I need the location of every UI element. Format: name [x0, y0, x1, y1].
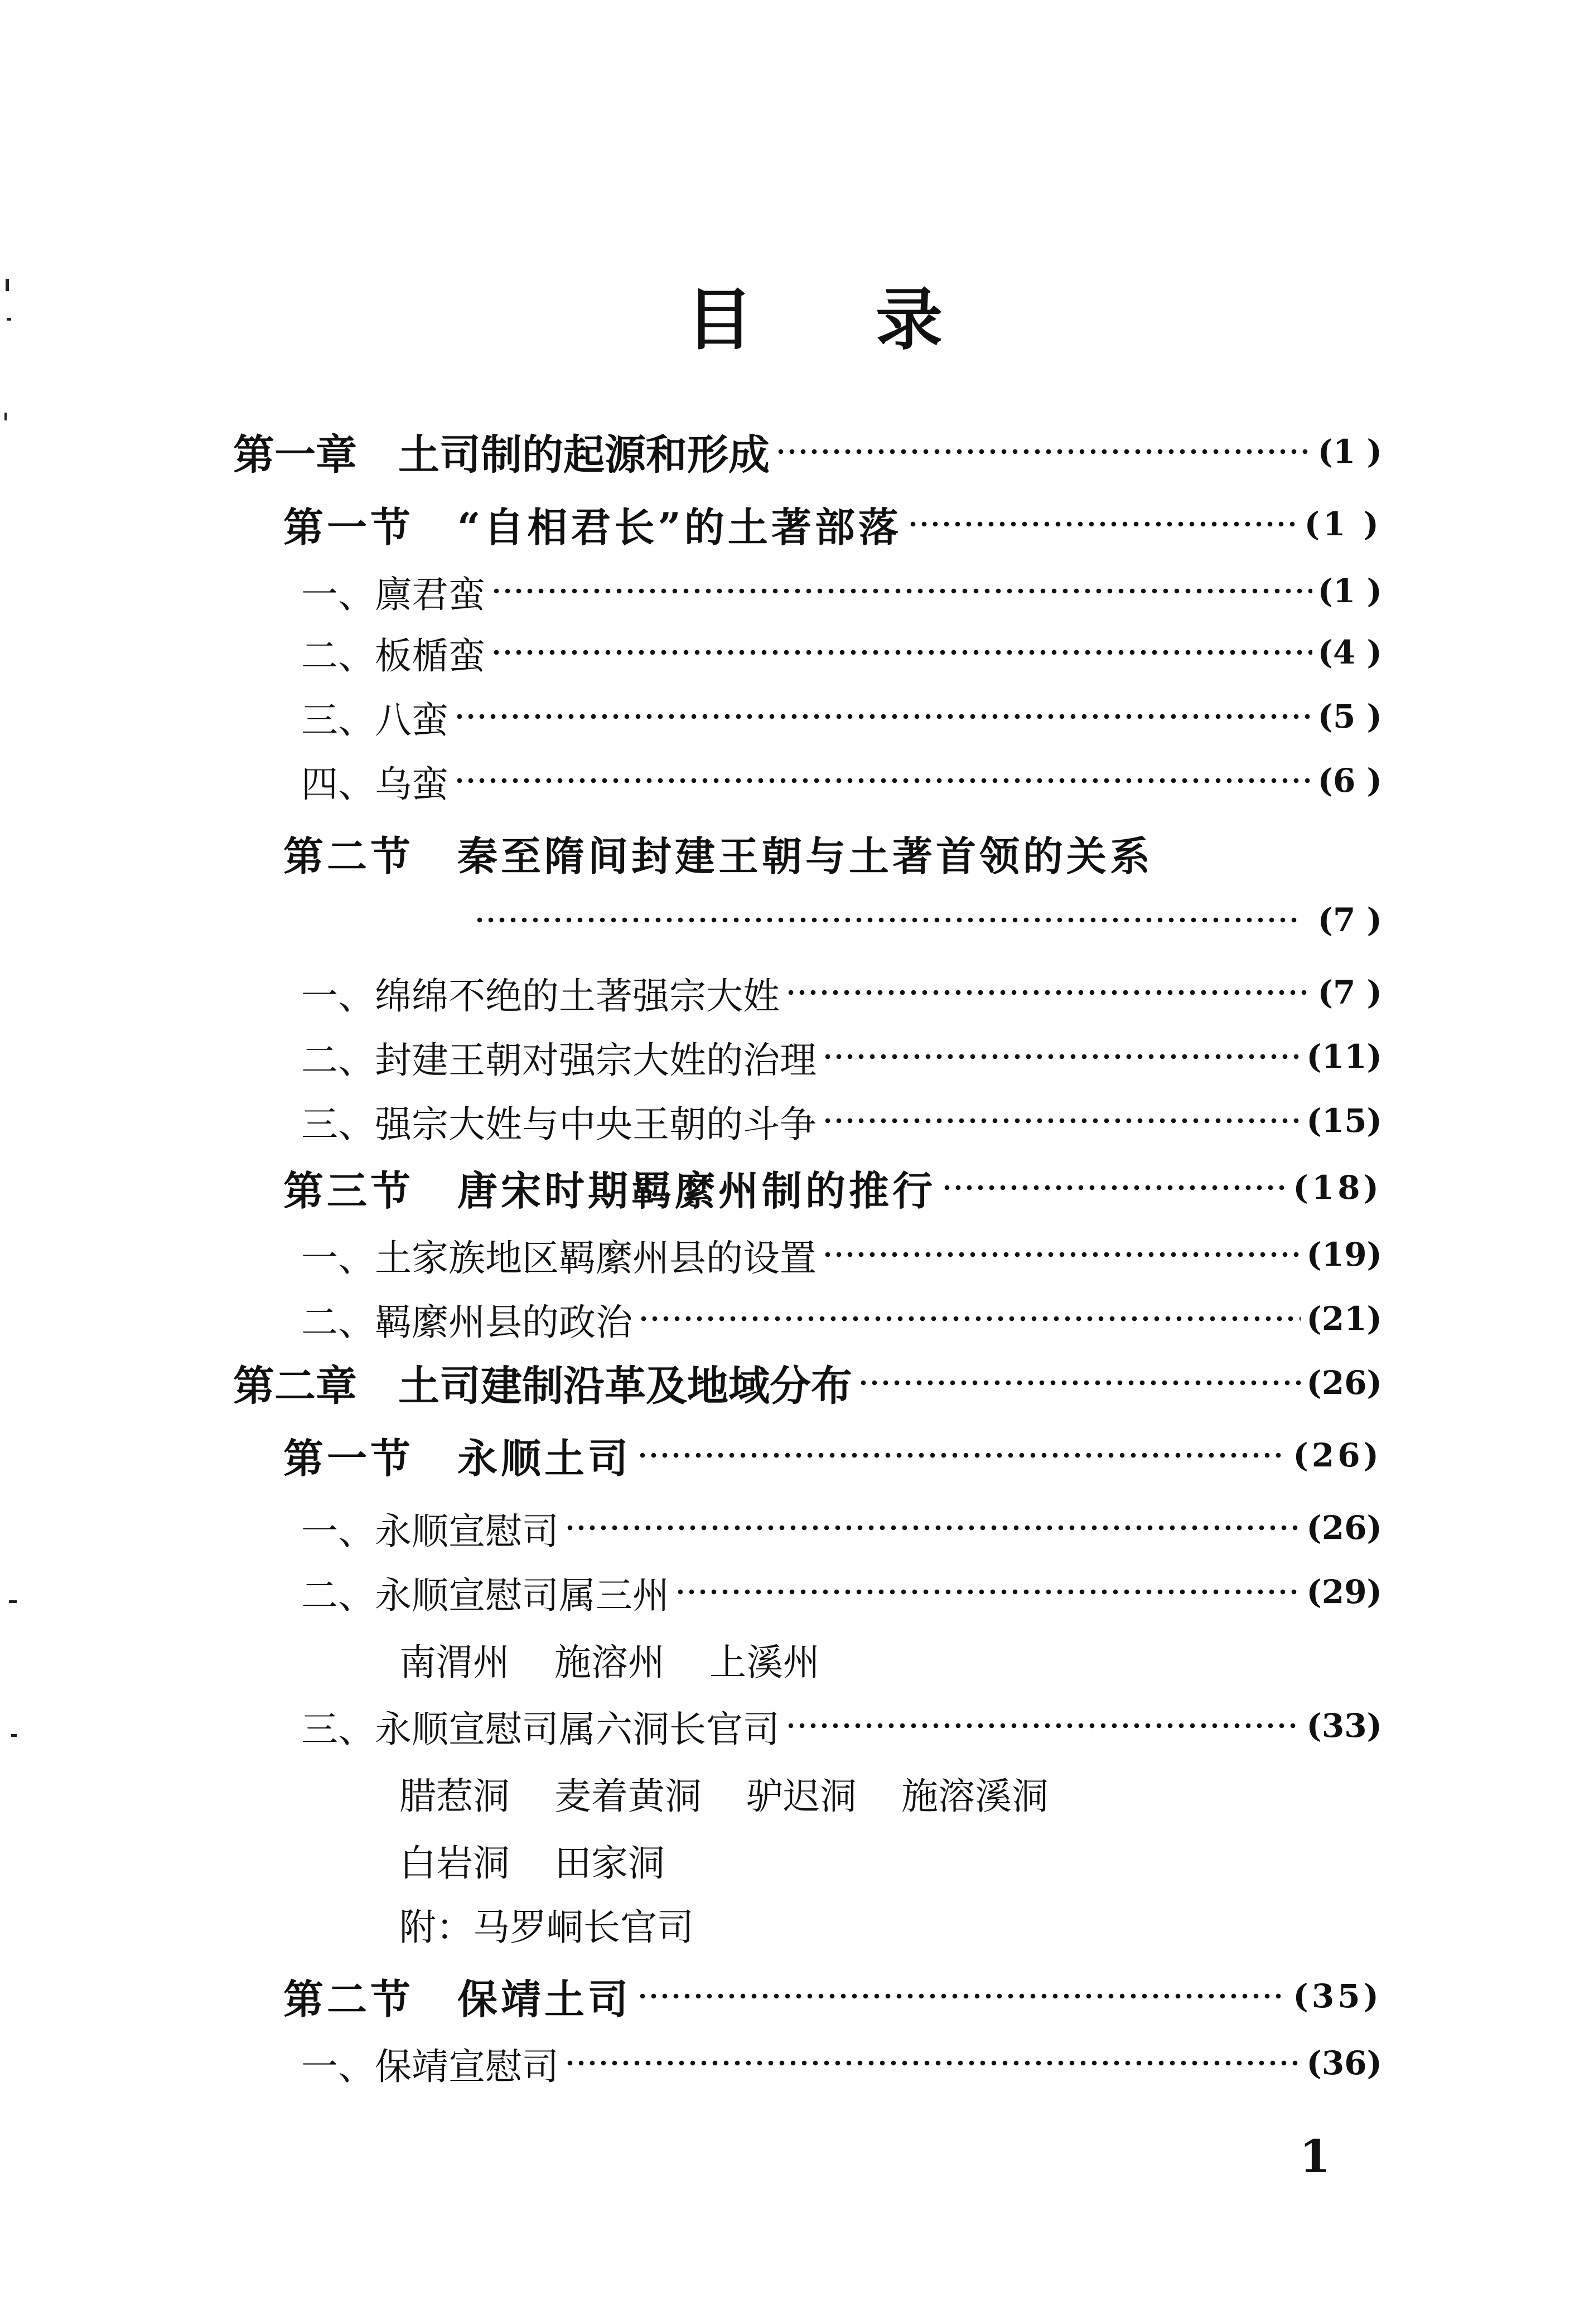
toc-label: 三、强宗大姓与中央王朝的斗争: [301, 1102, 817, 1146]
toc-label: 一、保靖宣慰司: [301, 2045, 559, 2088]
page-title-char-2: 录: [876, 282, 943, 359]
toc-section-1-2[interactable]: [283, 825, 1265, 881]
toc-sub-entry: 南渭州: [399, 1640, 510, 1684]
toc-item[interactable]: [301, 1227, 1382, 1282]
toc-sub-entry: 麦着黄洞: [554, 1774, 702, 1818]
toc-label: 第一节 “自相君长”的土著部落: [283, 503, 902, 551]
toc-item[interactable]: [301, 753, 1382, 808]
toc-sub-entry: 白岩洞: [399, 1841, 510, 1885]
toc-sub-entry: 腊惹洞: [399, 1774, 510, 1818]
toc-sub-entry: 施溶州: [554, 1640, 665, 1684]
toc-label: 四、乌蛮: [301, 762, 448, 806]
toc-item[interactable]: [301, 965, 1382, 1020]
dot-leader: [638, 1313, 1301, 1324]
toc-page-number: (1 ): [1317, 572, 1382, 610]
toc-label: 第一节 永顺土司: [283, 1435, 632, 1482]
toc-page-number: (1 ): [1317, 433, 1382, 471]
dot-leader: [785, 1720, 1301, 1731]
toc-page-number: (18): [1293, 1169, 1382, 1207]
toc-label: 二、板楯蛮: [301, 634, 485, 677]
toc-label: 第三节 唐宋时期羁縻州制的推行: [283, 1167, 936, 1214]
toc-sub-entry: 附：马罗峒长官司: [399, 1905, 694, 1949]
toc-page-number: (19): [1306, 1236, 1382, 1274]
toc-page-number: (26): [1306, 1509, 1382, 1547]
toc-page-number: (1 ): [1304, 505, 1382, 543]
toc-item[interactable]: [301, 1500, 1382, 1556]
toc-page-number: (29): [1306, 1573, 1382, 1611]
toc-item[interactable]: [301, 2035, 1382, 2091]
toc-label: 二、永顺宣慰司属三州: [301, 1573, 669, 1617]
dot-leader: [858, 1377, 1301, 1388]
toc-label: 第二章 土司建制沿革及地域分布: [233, 1362, 852, 1410]
toc-sub-line-appendix: [399, 1896, 738, 1952]
toc-section-2-1[interactable]: [283, 1427, 1382, 1483]
toc-item[interactable]: [301, 1698, 1382, 1754]
dot-leader: [822, 1115, 1301, 1126]
toc-item[interactable]: [301, 689, 1382, 744]
dot-leader: [564, 2057, 1301, 2069]
dot-leader: [822, 1249, 1301, 1260]
toc-label: 第二节 秦至隋间封建王朝与土著首领的关系: [283, 832, 1154, 880]
dot-leader: [491, 585, 1312, 597]
toc-label: 一、土家族地区羁縻州县的设置: [301, 1236, 817, 1280]
toc-page-number: (33): [1306, 1707, 1382, 1745]
page-number-folio: 1: [1300, 2130, 1331, 2182]
toc-label: 一、廪君蛮: [301, 573, 485, 616]
toc-page-number: (21): [1306, 1300, 1382, 1338]
toc-item[interactable]: [301, 1291, 1382, 1347]
dot-leader: [564, 1522, 1301, 1533]
toc-item[interactable]: [301, 624, 1382, 680]
dot-leader: [637, 1991, 1287, 2002]
toc-sub-line-six-caves-a: [399, 1765, 1093, 1821]
toc-page-number: (5 ): [1317, 698, 1382, 735]
dot-leader: [941, 1182, 1287, 1193]
scan-artifact: [6, 279, 9, 291]
toc-sub-entry: 田家洞: [554, 1841, 665, 1885]
toc-page-number: (7 ): [1317, 974, 1382, 1011]
toc-label: 第一章 土司制的起源和形成: [233, 431, 770, 479]
dot-leader: [474, 914, 1301, 926]
toc-section-1-1[interactable]: [283, 496, 1382, 552]
dot-leader: [491, 647, 1312, 658]
toc-label: 二、羁縻州县的政治: [301, 1300, 632, 1344]
toc-section-2-2[interactable]: [283, 1968, 1382, 2024]
toc-page-number: (26): [1293, 1436, 1382, 1474]
dot-leader: [907, 519, 1299, 530]
toc-label: 三、永顺宣慰司属六洞长官司: [301, 1707, 780, 1751]
page-title-char-1: 目: [686, 282, 753, 359]
toc-label: 一、永顺宣慰司: [301, 1509, 559, 1553]
toc-item[interactable]: [301, 563, 1382, 619]
toc-label: 第二节 保靖土司: [283, 1976, 632, 2023]
scan-artifact: [7, 318, 11, 321]
toc-page-number: (11): [1306, 1038, 1382, 1076]
toc-sub-entry: 上溪州: [709, 1640, 820, 1684]
toc-section-1-2-continuation: [474, 892, 1382, 948]
dot-leader: [785, 987, 1312, 998]
toc-page-number: (26): [1306, 1364, 1382, 1402]
toc-sub-line-three-states: [399, 1631, 864, 1687]
toc-sub-line-six-caves-b: [399, 1832, 709, 1887]
toc-page-number: (36): [1306, 2044, 1382, 2082]
scan-artifact: [11, 1734, 17, 1737]
toc-page-number: (6 ): [1317, 762, 1382, 800]
dot-leader: [822, 1051, 1301, 1062]
toc-section-1-3[interactable]: [283, 1160, 1382, 1216]
toc-item[interactable]: [301, 1029, 1382, 1084]
scan-artifact: [9, 1600, 17, 1603]
toc-page-number: (15): [1306, 1102, 1382, 1140]
toc-label: 二、封建王朝对强宗大姓的治理: [301, 1038, 817, 1082]
dot-leader: [454, 711, 1312, 722]
toc-chapter-2[interactable]: [233, 1355, 1382, 1411]
toc-sub-entry: 驴迟洞: [746, 1774, 857, 1818]
toc-page-number: (35): [1293, 1977, 1382, 2015]
toc-label: 一、绵绵不绝的土著强宗大姓: [301, 974, 780, 1018]
scan-artifact: [4, 413, 7, 420]
toc-sub-entry: 施溶溪洞: [901, 1774, 1049, 1818]
toc-page-number: (4 ): [1317, 633, 1382, 671]
toc-item[interactable]: [301, 1093, 1382, 1149]
dot-leader: [454, 775, 1312, 786]
dot-leader: [675, 1586, 1301, 1597]
dot-leader: [775, 446, 1312, 457]
dot-leader: [637, 1450, 1287, 1461]
toc-page-number: (7 ): [1317, 901, 1382, 939]
toc-label: 三、八蛮: [301, 698, 448, 742]
toc-chapter-1[interactable]: [233, 424, 1382, 480]
toc-item[interactable]: [301, 1564, 1382, 1620]
